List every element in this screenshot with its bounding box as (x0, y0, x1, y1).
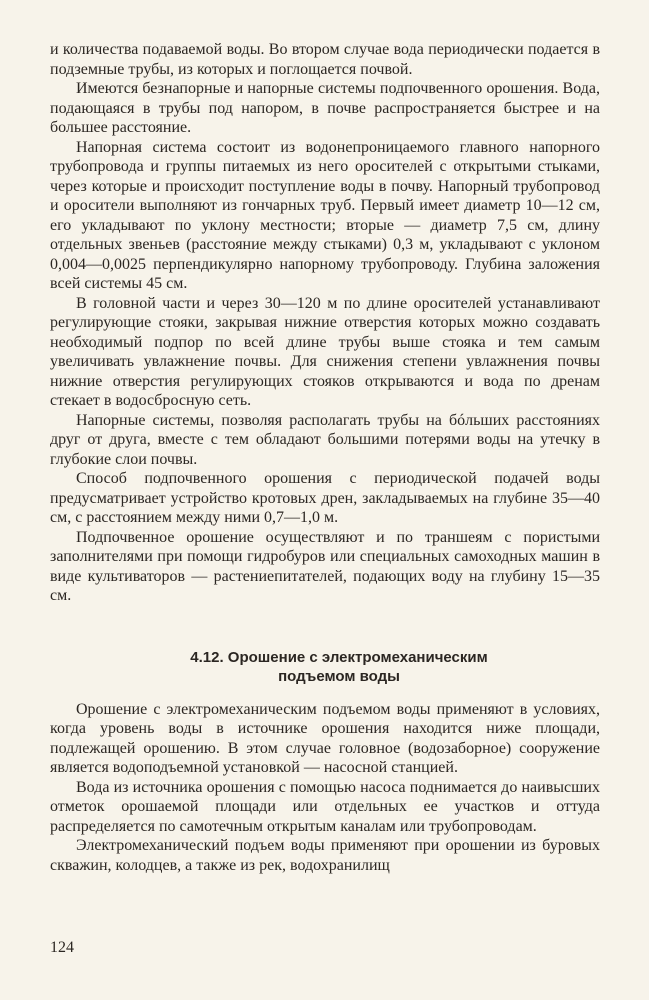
section-heading (50, 648, 600, 686)
paragraph-regulating-risers: В головной части и через 30—120 м по длине оросителей устанавливают регулирующие стояки, закрывая нижние отверстия которых можно создавать необходимый подпор по всей длине трубы выше стояка и тем самым увеличивать увлажнение почвы. Для снижения степени увлажнения почвы нижние отверстия регулирующих стояков открываются и вода по дренам стекает в водосбросную сеть. (50, 294, 600, 409)
section-heading-line-2: подъемом воды (278, 667, 400, 685)
paragraph-continued: и количества подаваемой воды. Во втором случае вода периодически подается в подземные трубы, из которых и поглощается почвой. (50, 41, 600, 78)
paragraph-sources: Электромеханический подъем воды применяют при орошении из буровых скважин, колодцев, а также из рек, водохранилищ (50, 837, 600, 874)
paragraph-mole-drains: Способ подпочвенного орошения с периодической подачей воды предусматривает устройство кротовых дрен, закладываемых на глубине 35—40 см, с расстоянием между ними 0,7—1,0 м. (50, 470, 600, 526)
section-heading-line-1: 4.12. Орошение с электромеханическим (190, 648, 488, 666)
paragraph-irrigation-types: Имеются безнапорные и напорные системы подпочвенного орошения. Вода, подающаяся в трубы под напором, в почве распространяется быстрее и на большее расстояние. (50, 80, 600, 136)
paragraph-pressure-losses: Напорные системы, позволяя располагать трубы на бóльших расстояниях друг от друга, вместе с тем обладают большими потерями воды на утечку в глубокие слои почвы. (50, 411, 600, 468)
paragraph-electromechanical-intro: Орошение с электромеханическим подъемом воды применяют в условиях, когда уровень воды в источнике орошения находится ниже площади, подлежащей орошению. В этом случае головное (водозаборное) сооружение является водоподъемной установкой — насосной станцией. (50, 700, 600, 776)
paragraph-pump-distribution: Вода из источника орошения с помощью насоса поднимается до наивысших отметок орошаемой площади или отдельных ее участков и оттуда распределяется по самотечным открытым каналам или трубопроводам. (50, 778, 600, 835)
paragraph-pressure-system: Напорная система состоит из водонепроницаемого главного напорного трубопровода и группы питаемых из него оросителей с открытыми стыками, через которые и происходит поступление воды в почву. Напорный трубопровод и оросители выполняют из гончарных труб. Первый имеет диаметр 10—12 см, его укладывают по уклону местности; вторые — диаметр 7,5 см, длину отдельных звеньев (расстояние между стыками) 0,3 м, укладывают с уклоном 0,004—0,0025 перпендикулярно напорному трубопроводу. Глубина заложения всей системы 45 см. (50, 138, 600, 292)
paragraph-trenches: Подпочвенное орошение осуществляют и по траншеям с пористыми заполнителями при помощи гидробуров или специальных самоходных машин в виде культиваторов — растениепитателей, подающих воду на глубину 15—35 см. (50, 528, 600, 604)
page-number: 124 (50, 939, 74, 956)
